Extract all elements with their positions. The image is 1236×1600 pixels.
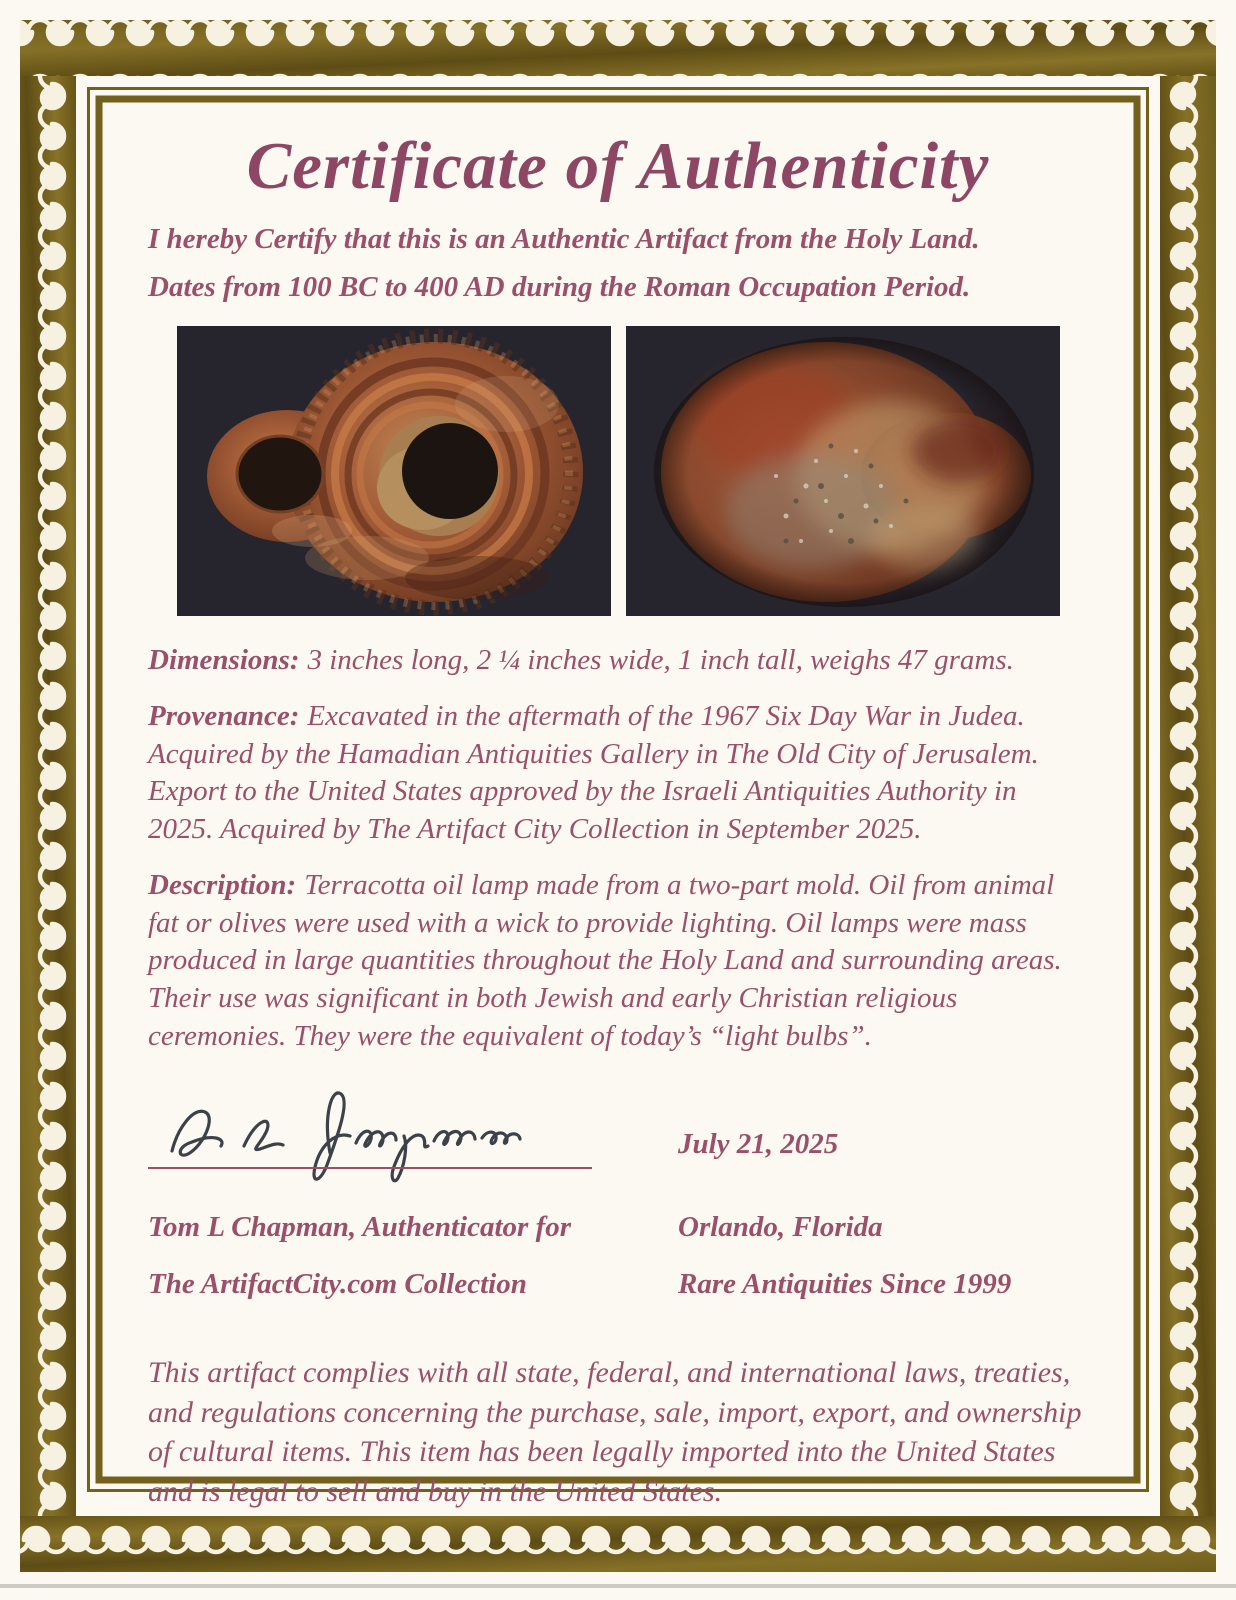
oil-lamp-top-illustration <box>177 326 611 616</box>
signature-block <box>148 1075 1088 1301</box>
page-title: Certificate of Authenticity <box>246 129 990 203</box>
border-strip-right <box>1160 76 1216 1516</box>
signature-line <box>148 1167 592 1169</box>
description-text: Terracotta oil lamp made from a two-part mold. Oil from animal fat or olives were used with a wick to provide lighting. Oil lamps were mass produced in large quantities throughout the Holy Land and surrounding areas. Their use was significant in both Jewish and early Christian religious ceremonies. They were the equivalent of today’s “light bulbs”. <box>148 868 1062 1052</box>
certificate-location: Orlando, Florida <box>678 1211 883 1244</box>
oil-lamp-top-photo <box>177 326 611 616</box>
collection-line: The ArtifactCity.com Collection <box>148 1268 527 1301</box>
dimensions-row <box>148 642 1088 680</box>
oil-lamp-bottom-photo <box>626 326 1060 616</box>
border-strip-top <box>20 20 1216 76</box>
provenance-label: Provenance: <box>148 700 300 733</box>
signature-cell <box>148 1075 678 1195</box>
description-label: Description: <box>148 868 297 901</box>
description-paragraph <box>148 867 1088 1055</box>
provenance-paragraph <box>148 698 1088 849</box>
oil-lamp-bottom-illustration <box>626 326 1060 616</box>
certificate-content <box>108 104 1128 1509</box>
certificate-tagline: Rare Antiquities Since 1999 <box>678 1268 1012 1301</box>
legal-paragraph: This artifact complies with all state, federal, and international laws, treaties, and regulations concerning the purchase, sale, import, export, and ownership of cultural items. This item has been legally imported into the United States and is legal to sell and buy in the United States. <box>148 1356 1082 1509</box>
signer-name-line: Tom L Chapman, Authenticator for <box>148 1211 572 1244</box>
certificate-date: July 21, 2025 <box>678 1128 839 1161</box>
border-strip-left <box>20 76 76 1516</box>
statement-line-2: Dates from 100 BC to 400 AD during the Roman Occupation Period. <box>148 270 971 303</box>
border-strip-bottom <box>20 1516 1216 1572</box>
artifact-photos <box>148 326 1088 616</box>
statement-line-1: I hereby Certify that this is an Authentic Artifact from the Holy Land. <box>148 223 980 256</box>
dimensions-label: Dimensions: <box>148 644 300 677</box>
dimensions-text: 3 inches long, 2 ¼ inches wide, 1 inch tall, weighs 47 grams. <box>307 644 1014 677</box>
provenance-text: Excavated in the aftermath of the 1967 Six Day War in Judea. Acquired by the Hamadian Antiquities Gallery in The Old City of Jerusalem. Export to the United States approved by the Israeli Antiquities Authority in 2025. Acquired by The Artifact City Collection in September 2025. <box>148 700 1039 846</box>
scan-edge-shadow <box>0 1584 1236 1588</box>
